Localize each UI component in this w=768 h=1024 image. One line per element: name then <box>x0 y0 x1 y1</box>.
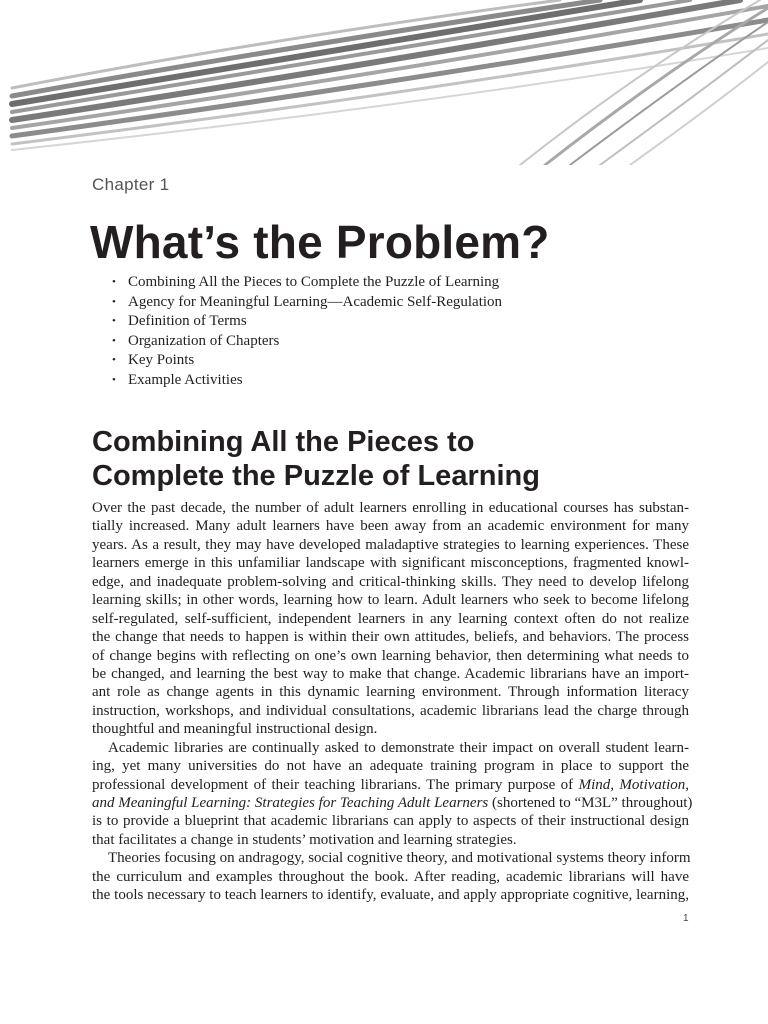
body-line: the curriculum and examples throughout the book. After reading, academic librarians will have <box>92 868 689 885</box>
body-line <box>92 776 689 794</box>
body-line: Theories focusing on andragogy, social cognitive theory, and motivational systems theory inform <box>108 850 691 867</box>
body-line: years. As a result, they may have developed maladaptive strategies to learning experiences. These <box>92 536 689 553</box>
body-line-text: (shortened to “M3L” throughout) <box>488 795 693 811</box>
body-line: tially increased. Many adult learners have been away from an academic environment for many <box>92 518 689 535</box>
body-line: of change begins with reflecting on one’s own learning behavior, then determining what needs to <box>92 647 689 664</box>
body-text <box>92 499 693 905</box>
contents-item: • Definition of Terms <box>112 312 502 332</box>
section-heading-line: Combining All the Pieces to <box>92 426 475 458</box>
body-line: edge, and inadequate problem-solving and critical-thinking skills. They need to develop lifelong <box>92 573 689 590</box>
body-line: ing, yet many universities do not have an adequate training program in place to support the <box>92 758 689 775</box>
body-line: learning skills; in other words, learning how to learn. Adult learners who seek to become lifelong <box>92 592 689 609</box>
contents-item: • Key Points <box>112 351 502 371</box>
body-line: ant role as change agents in this dynamic learning environment. Through information literacy <box>92 684 689 701</box>
page-number: 1 <box>683 913 689 924</box>
chapter-label: Chapter 1 <box>92 175 170 194</box>
body-line: is to provide a blueprint that academic librarians can apply to aspects of their instructional design <box>92 813 689 830</box>
body-line: thoughtful and meaningful instructional design. <box>92 721 378 738</box>
section-heading-line: Complete the Puzzle of Learning <box>92 460 540 492</box>
contents-item: • Organization of Chapters <box>112 332 502 352</box>
body-line: the tools necessary to teach learners to identify, evaluate, and apply appropriate cognitive, learning, <box>92 887 689 904</box>
contents-item: • Agency for Meaningful Learning—Academic Self-Regulation <box>112 293 502 313</box>
body-line: learners emerge in this unfamiliar landscape with significant misconceptions, fragmented knowl- <box>92 555 689 572</box>
body-line <box>92 794 693 812</box>
body-line: Over the past decade, the number of adult learners enrolling in educational courses has substan- <box>92 500 689 516</box>
body-line: be changed, and learning the best way to make that change. Academic librarians have an import- <box>92 665 689 682</box>
contents-item: • Combining All the Pieces to Complete the Puzzle of Learning <box>112 273 502 293</box>
section-heading <box>92 425 712 493</box>
body-line: instruction, workshops, and individual consultations, academic librarians lead the charge through <box>92 702 689 719</box>
contents-item: • Example Activities <box>112 371 502 391</box>
body-line-text: professional development of their teaching librarians. The primary purpose of <box>92 776 579 793</box>
decorative-swoosh <box>0 0 768 165</box>
book-title-italic: and Meaningful Learning: Strategies for Teaching Adult Learners <box>92 795 489 811</box>
body-line: Academic libraries are continually asked to demonstrate their impact on overall student learn- <box>108 739 689 756</box>
body-line: that facilitates a change in students’ motivation and learning strategies. <box>92 831 517 848</box>
chapter-title: What’s the Problem? <box>90 216 550 268</box>
body-line: self-regulated, self-sufficient, independent learners in any learning context often do not realize <box>92 610 689 627</box>
body-line: the change that needs to happen is within their own attitudes, beliefs, and behaviors. The process <box>92 629 689 646</box>
book-title-italic: Mind, Motivation, <box>578 776 689 793</box>
chapter-contents-list <box>112 273 502 391</box>
